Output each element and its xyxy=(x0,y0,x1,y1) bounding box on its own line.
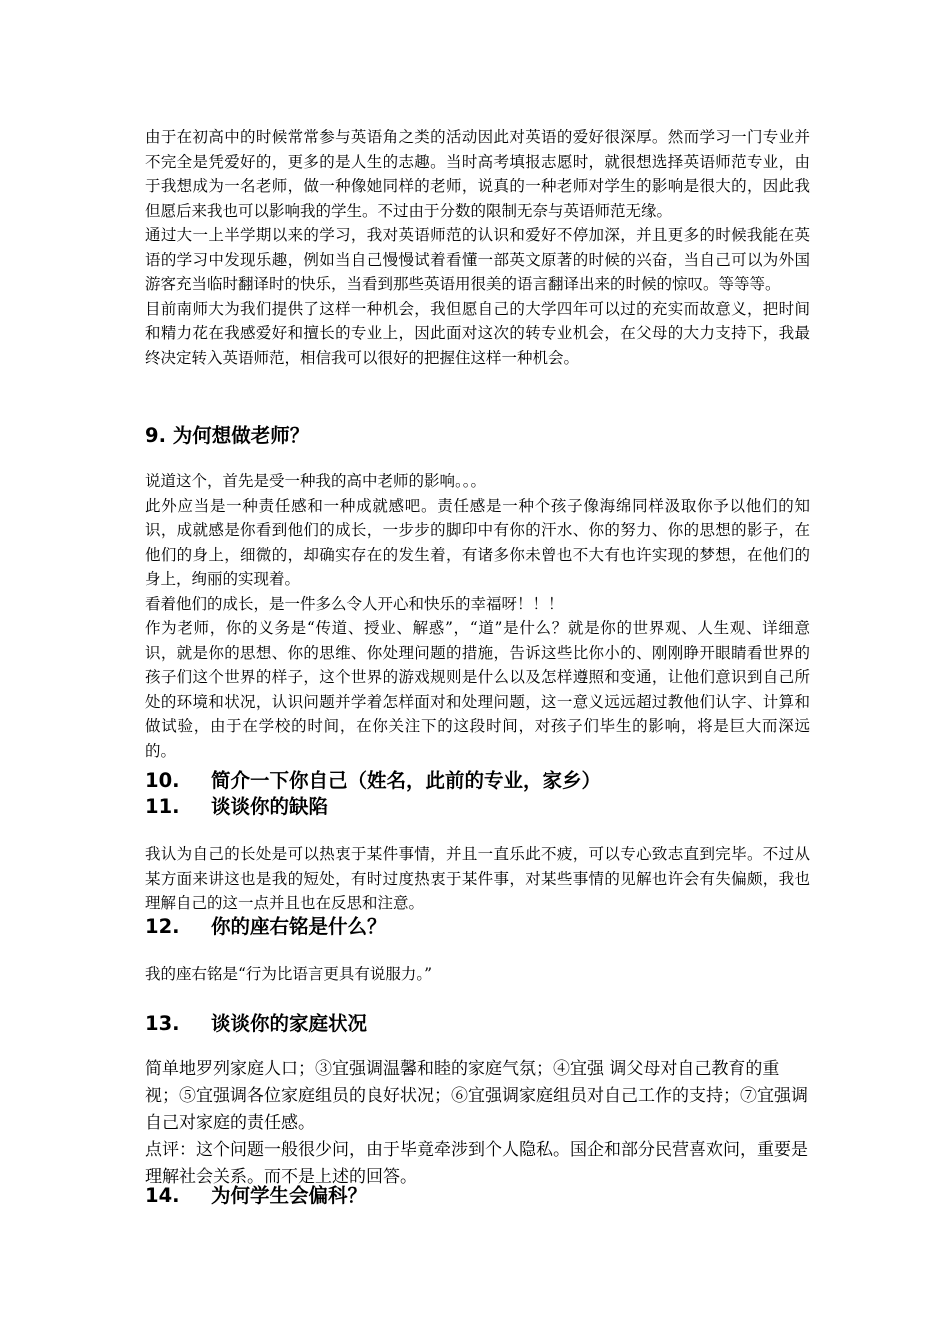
q10-title: 简介一下你自己（姓名，此前的专业，家乡） xyxy=(211,769,602,792)
q10-number: 10. xyxy=(145,769,180,792)
q11-heading-wrap xyxy=(145,794,810,820)
intro-paragraph-3: 目前南师大为我们提供了这样一种机会，我但愿自己的大学四年可以过的充实而故意义，把时间和精力花在我感爱好和擅长的专业上，因此面对这次的转专业机会，在父母的大力支持下，我最终决定转入英语师范，相信我可以很好的把握住这样一种机会。 xyxy=(145,299,810,367)
q9-paragraph-1: 说道这个，首先是受一种我的高中老师的影响。。。 xyxy=(145,472,487,490)
q13-paragraph-2: 点评：这个问题一般很少问，由于毕竟牵涉到个人隐私。国企和部分民营喜欢问，重要是理解社会关系。而不是上述的回答。 xyxy=(145,1140,808,1187)
q11-paragraph-1: 我认为自己的长处是可以热衷于某件事情，并且一直乐此不疲，可以专心致志直到完毕。不过从某方面来讲这也是我的短处，有时过度热衷于某件事，对某些事情的见解也许会有失偏颇，我也理解自己的这一点并且也在反思和注意。 xyxy=(145,845,810,912)
q13-section xyxy=(145,1056,810,1191)
q12-heading-wrap xyxy=(145,914,810,940)
intro-section xyxy=(145,125,810,370)
q9-section xyxy=(145,469,810,763)
q13-title: 谈谈你的家庭状况 xyxy=(211,1012,368,1035)
q12-number: 12. xyxy=(145,915,180,938)
q9-paragraph-4: 作为老师，你的义务是“传道、授业、解惑”，“道”是什么？就是你的世界观、人生观、详细意识，就是你的思想、你的思维、你处理问题的措施，告诉这些比你小的、刚刚睁开眼睛看世界的孩子们这个世界的样子，这个世界的游戏规则是什么以及怎样遵照和变通，让他们意识到自己所处的环境和状况，认识问题并学着怎样面对和处理问题，这一意义远远超过教他们认字、计算和做试验，由于在学校的时间，在你关注下的这段时间，对孩子们毕生的影响，将是巨大而深远的。 xyxy=(145,619,810,760)
q13-heading xyxy=(145,1011,810,1037)
q10-heading xyxy=(145,768,810,794)
q12-section xyxy=(145,962,810,987)
q9-heading-wrap xyxy=(145,423,810,449)
q11-number: 11. xyxy=(145,795,180,818)
q12-paragraph-1: 我的座右铭是“行为比语言更具有说服力。” xyxy=(145,965,433,983)
q9-heading: 9. 为何想做老师？ xyxy=(145,424,310,447)
q11-section xyxy=(145,842,810,916)
q14-title: 为何学生会偏科？ xyxy=(211,1184,368,1207)
q13-paragraph-1: 简单地罗列家庭人口；③宜强调温馨和睦的家庭气氛；④宜强 调父母对自己教育的重视；⑤宜强调各位家庭组员的良好状况；⑥宜强调家庭组员对自己工作的支持；⑦宜强调自己对家庭的责任感。 xyxy=(145,1059,808,1133)
q13-number: 13. xyxy=(145,1012,180,1035)
q14-heading xyxy=(145,1183,810,1209)
q11-heading xyxy=(145,794,810,820)
q9-paragraph-3: 看着他们的成长，是一件多么令人开心和快乐的幸福呀！！！ xyxy=(145,594,564,613)
intro-paragraph-2: 通过大一上半学期以来的学习，我对英语师范的认识和爱好不停加深，并且更多的时候我能在英语的学习中发现乐趣，例如当自己慢慢试着看懂一部英文原著的时候的兴奋，当自己可以为外国游客充当临时翻译时的快乐，当看到那些英语用很美的语言翻译出来的时候的惊叹。等等等。 xyxy=(145,226,810,293)
q11-title: 谈谈你的缺陷 xyxy=(211,795,329,818)
q9-paragraph-2: 此外应当是一种责任感和一种成就感吧。责任感是一种个孩子像海绵同样汲取你予以他们的知识，成就感是你看到他们的成长，一步步的脚印中有你的汗水、你的努力、你的思想的影子，在他们的身上，细微的，却确实存在的发生着，有诸多你未曾也不大有也许实现的梦想，在他们的身上，绚丽的实现着。 xyxy=(145,496,810,588)
q14-heading-wrap xyxy=(145,1183,810,1209)
intro-paragraph-1: 由于在初高中的时候常常参与英语角之类的活动因此对英语的爱好很深厚。然而学习一门专业并不完全是凭爱好的，更多的是人生的志趣。当时高考填报志愿时，就很想选择英语师范专业，由于我想成为一名老师，做一种像她同样的老师，说真的一种老师对学生的影响是很大的，因此我但愿后来我也可以影响我的学生。不过由于分数的限制无奈与英语师范无缘。 xyxy=(145,128,810,220)
q12-title: 你的座右铭是什么？ xyxy=(211,915,387,938)
q14-number: 14. xyxy=(145,1184,180,1207)
q12-heading xyxy=(145,914,810,940)
q13-heading-wrap xyxy=(145,1011,810,1037)
q10-heading-wrap xyxy=(145,768,810,794)
